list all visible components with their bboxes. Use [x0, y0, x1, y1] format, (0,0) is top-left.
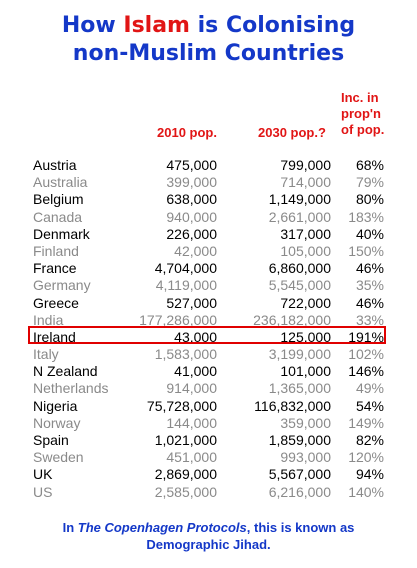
increase-cell: 68%	[355, 157, 384, 173]
country-cell: India	[33, 311, 64, 328]
country-cell: Netherlands	[33, 380, 109, 397]
country-cell: Austria	[33, 157, 77, 173]
increase-cell: 46%	[355, 294, 384, 311]
footer-line-2: Demographic Jihad.	[146, 537, 271, 552]
increase-cell: 149%	[348, 414, 384, 431]
increase-cell: 102%	[348, 346, 384, 363]
table-row	[0, 191, 417, 208]
pop-2010-cell: 940,000	[166, 208, 217, 225]
footer-prefix: In	[62, 520, 78, 535]
table-row	[0, 226, 417, 243]
country-cell: Greece	[33, 294, 79, 311]
country-cell: Italy	[33, 346, 59, 363]
table-row	[0, 449, 417, 466]
ireland-highlight-box	[28, 326, 386, 344]
table-row	[0, 346, 417, 363]
increase-cell: 146%	[348, 363, 384, 380]
pop-2030-cell: 3,199,000	[268, 346, 331, 363]
increase-cell: 79%	[355, 174, 384, 191]
page-title	[0, 12, 417, 68]
pop-2030-cell: 1,365,000	[268, 380, 331, 397]
title-accent-word: Islam	[123, 13, 190, 38]
footer-note	[0, 519, 417, 553]
country-cell: UK	[33, 466, 53, 483]
table-row	[0, 260, 417, 277]
pop-2010-cell: 1,583,000	[154, 346, 217, 363]
pop-2030-cell: 125,000	[280, 328, 331, 345]
title-line-2: non-Muslim Countries	[72, 41, 345, 66]
increase-cell: 120%	[348, 449, 384, 466]
pop-2030-cell: 116,832,000	[254, 397, 331, 414]
pop-2030-cell: 317,000	[280, 225, 331, 242]
increase-cell: 150%	[348, 242, 384, 259]
pop-2030-cell: 5,567,000	[268, 466, 331, 483]
increase-cell: 94%	[355, 466, 384, 483]
pop-2030-cell: 722,000	[280, 294, 331, 311]
pop-2010-cell: 914,000	[166, 380, 217, 397]
increase-cell: 46%	[355, 260, 384, 277]
table-row	[0, 295, 417, 312]
increase-cell: 140%	[348, 483, 384, 500]
title-prefix: How	[61, 13, 124, 38]
country-cell: Finland	[33, 242, 79, 259]
increase-cell: 80%	[355, 191, 384, 208]
increase-cell: 40%	[355, 225, 384, 242]
header-increase-line-1: Inc. in	[341, 90, 379, 105]
increase-cell: 35%	[355, 277, 384, 294]
increase-cell: 49%	[355, 380, 384, 397]
pop-2010-cell: 41,000	[174, 363, 217, 380]
footer-line-1	[0, 519, 417, 536]
pop-2010-cell: 75,728,000	[146, 397, 217, 414]
pop-2030-cell: 105,000	[280, 242, 331, 259]
table-row	[0, 243, 417, 260]
pop-2030-cell: 236,182,000	[253, 311, 331, 328]
header-increase	[341, 90, 384, 138]
pop-2030-cell: 359,000	[280, 414, 331, 431]
table-row	[0, 432, 417, 449]
country-cell: Belgium	[33, 191, 84, 208]
country-cell: Norway	[33, 414, 81, 431]
table-row	[0, 466, 417, 483]
country-cell: Ireland	[33, 328, 76, 345]
country-cell: Nigeria	[33, 397, 78, 414]
pop-2030-cell: 993,000	[280, 449, 331, 466]
country-cell: N Zealand	[33, 363, 98, 380]
pop-2010-cell: 2,869,000	[154, 466, 217, 483]
header-increase-line-3: of pop.	[341, 122, 385, 137]
pop-2010-cell: 43,000	[174, 328, 217, 345]
pop-2010-cell: 144,000	[166, 414, 217, 431]
pop-2030-cell: 5,545,000	[268, 277, 331, 294]
pop-2030-cell: 799,000	[280, 157, 331, 173]
increase-cell: 54%	[355, 397, 384, 414]
pop-2030-cell: 714,000	[280, 174, 331, 191]
header-increase-line-2: prop'n	[341, 106, 381, 121]
pop-2010-cell: 4,704,000	[154, 260, 217, 277]
pop-2030-cell: 6,216,000	[268, 483, 331, 500]
pop-2010-cell: 399,000	[166, 174, 217, 191]
pop-2010-cell: 226,000	[166, 225, 217, 242]
table-row	[0, 277, 417, 294]
country-cell: Australia	[33, 174, 88, 191]
footer-suffix: , this is known as	[246, 520, 355, 535]
table-row	[0, 174, 417, 191]
pop-2010-cell: 451,000	[166, 449, 217, 466]
footer-book-title: The Copenhagen Protocols	[77, 520, 247, 535]
country-cell: Sweden	[33, 449, 84, 466]
country-cell: Germany	[33, 277, 91, 294]
pop-2010-cell: 527,000	[166, 294, 217, 311]
table-row	[0, 380, 417, 397]
header-2030-pop: 2030 pop.?	[258, 125, 326, 140]
pop-2010-cell: 1,021,000	[154, 432, 217, 448]
pop-2030-cell: 6,860,000	[268, 260, 331, 277]
pop-2030-cell: 101,000	[280, 363, 331, 380]
pop-2030-cell: 1,859,000	[268, 432, 331, 448]
table-row	[0, 484, 417, 501]
country-cell: Canada	[33, 208, 83, 225]
pop-2010-cell: 638,000	[166, 191, 217, 208]
pop-2010-cell: 475,000	[166, 157, 217, 173]
increase-cell: 82%	[355, 432, 384, 448]
pop-2030-cell: 2,661,000	[268, 208, 331, 225]
title-suffix: is Colonising	[189, 13, 356, 38]
pop-2030-cell: 1,149,000	[268, 191, 331, 208]
table-row	[0, 363, 417, 380]
country-cell: France	[33, 260, 77, 277]
country-cell: US	[33, 483, 53, 500]
pop-2010-cell: 42,000	[174, 242, 217, 259]
pop-2010-cell: 2,585,000	[154, 483, 217, 500]
country-cell: Denmark	[33, 225, 90, 242]
table-row	[0, 157, 417, 174]
table-row	[0, 415, 417, 432]
title-line-1	[0, 12, 417, 40]
country-cell: Spain	[33, 432, 69, 448]
pop-2010-cell: 177,286,000	[139, 311, 217, 328]
pop-2010-cell: 4,119,000	[155, 277, 217, 294]
table-row	[0, 209, 417, 226]
header-2010-pop: 2010 pop.	[157, 125, 217, 140]
increase-cell: 33%	[355, 311, 384, 328]
increase-cell: 183%	[348, 208, 384, 225]
increase-cell: 191%	[348, 328, 384, 345]
table-row	[0, 398, 417, 415]
